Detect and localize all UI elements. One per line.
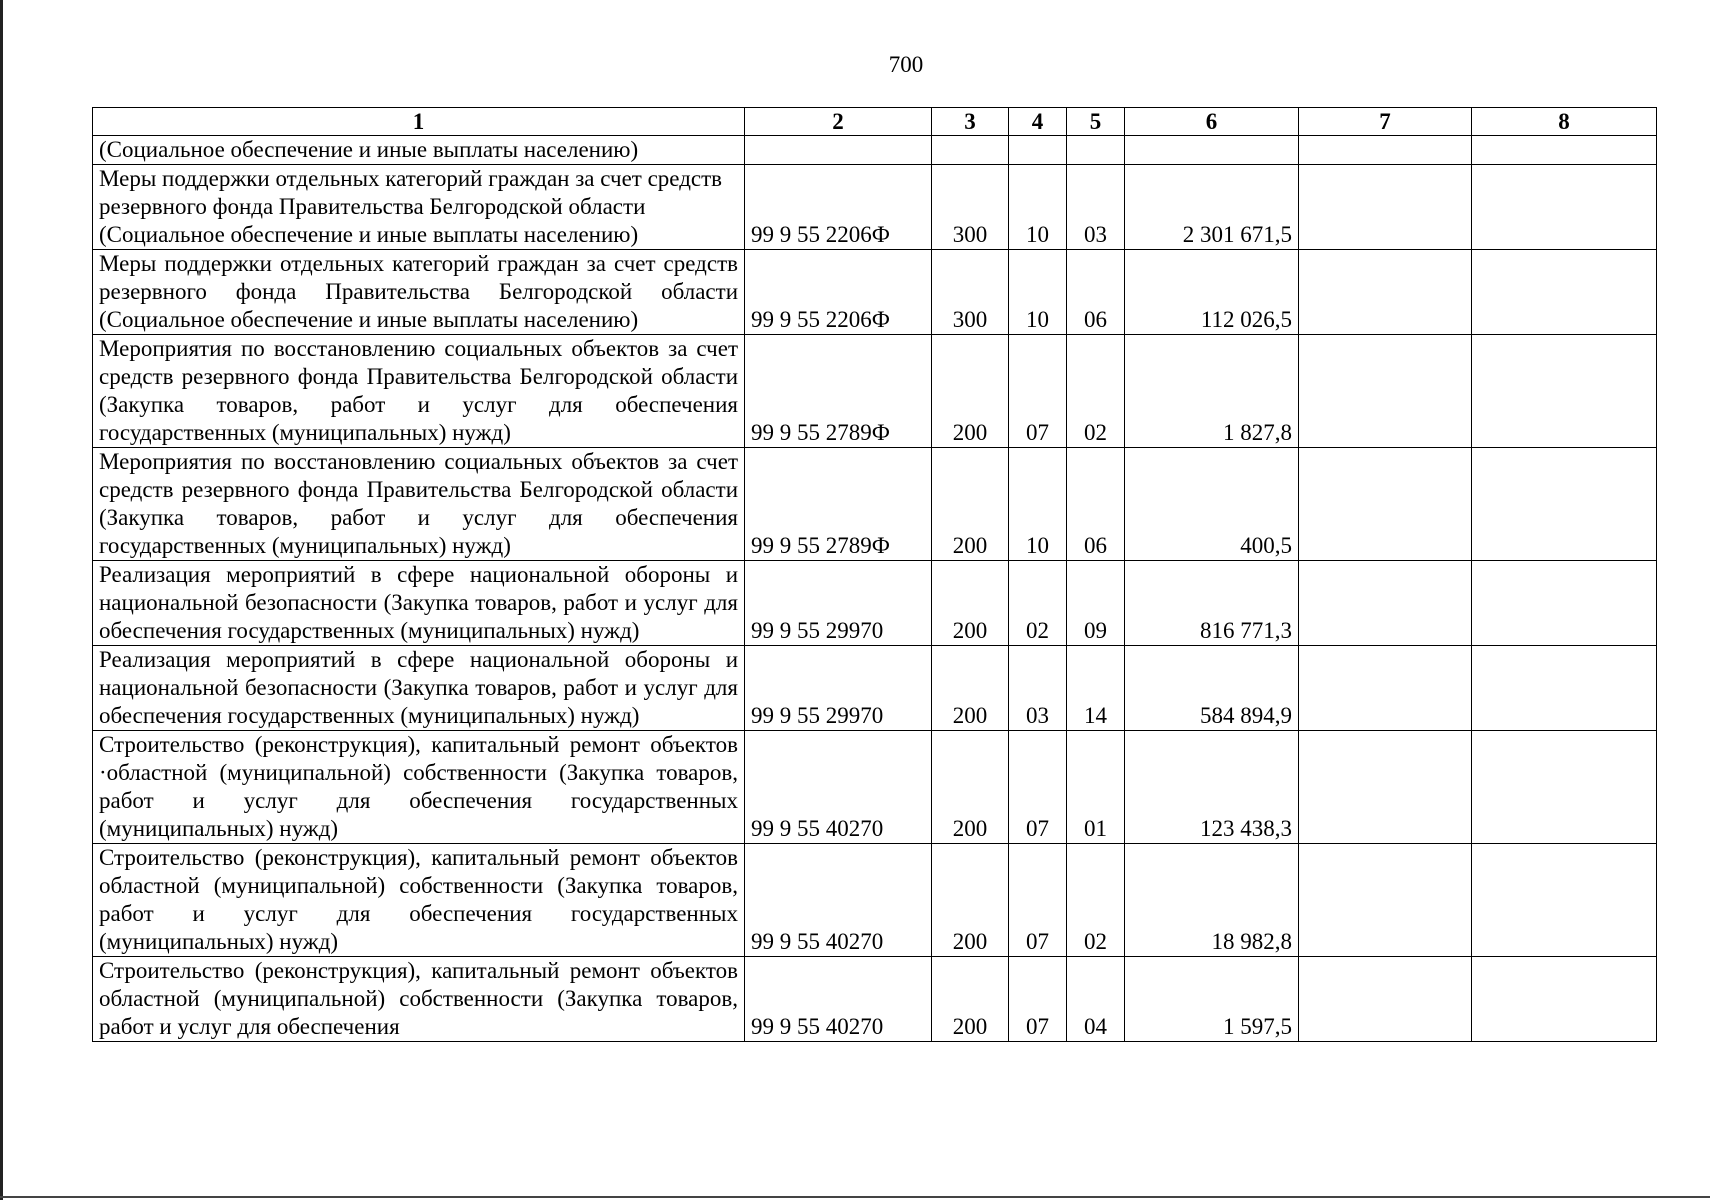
row-code: 99 9 55 2206Ф xyxy=(745,250,932,335)
scan-bottom-edge xyxy=(0,1196,1710,1198)
row-code: 99 9 55 40270 xyxy=(745,844,932,957)
row-description: Строительство (реконструкция), капитальный ремонт объектов областной (муниципальной) собственности (Закупка товаров, работ и услуг для обеспечения государственных (муниципальных) нужд) xyxy=(93,844,745,957)
row-col-5: 06 xyxy=(1067,250,1125,335)
row-col-5: 02 xyxy=(1067,335,1125,448)
row-col-5: 04 xyxy=(1067,957,1125,1042)
row-amount: 1 597,5 xyxy=(1125,957,1299,1042)
row-col-7 xyxy=(1299,561,1472,646)
row-amount: 816 771,3 xyxy=(1125,561,1299,646)
row-col-3: 300 xyxy=(932,250,1009,335)
row-code: 99 9 55 29970 xyxy=(745,561,932,646)
table-row xyxy=(93,844,1657,957)
row-amount: 18 982,8 xyxy=(1125,844,1299,957)
column-header-4: 4 xyxy=(1009,108,1067,136)
row-description: Реализация мероприятий в сфере национальной обороны и национальной безопасности (Закупка товаров, работ и услуг для обеспечения государственных (муниципальных) нужд) xyxy=(93,561,745,646)
table-row xyxy=(93,731,1657,844)
row-amount: 123 438,3 xyxy=(1125,731,1299,844)
table-row xyxy=(93,448,1657,561)
row-col-3: 300 xyxy=(932,165,1009,250)
row-amount: 2 301 671,5 xyxy=(1125,165,1299,250)
row-col-3: 200 xyxy=(932,731,1009,844)
row-col-4: 10 xyxy=(1009,448,1067,561)
row-description: Мероприятия по восстановлению социальных объектов за счет средств резервного фонда Правительства Белгородской области (Закупка товаров, работ и услуг для обеспечения государственных (муниципальных) нужд) xyxy=(93,448,745,561)
row-col-7 xyxy=(1299,731,1472,844)
row-col-8 xyxy=(1472,957,1657,1042)
table-row xyxy=(93,136,1657,165)
table-row xyxy=(93,561,1657,646)
budget-table xyxy=(92,107,1657,1042)
row-description: Мероприятия по восстановлению социальных объектов за счет средств резервного фонда Правительства Белгородской области (Закупка товаров, работ и услуг для обеспечения государственных (муниципальных) нужд) xyxy=(93,335,745,448)
row-amount: 1 827,8 xyxy=(1125,335,1299,448)
page-number: 700 xyxy=(888,52,924,77)
row-col-8 xyxy=(1472,165,1657,250)
row-col-5: 03 xyxy=(1067,165,1125,250)
row-col-4: 07 xyxy=(1009,844,1067,957)
table-row xyxy=(93,957,1657,1042)
row-col-3: 200 xyxy=(932,957,1009,1042)
column-header-2: 2 xyxy=(745,108,932,136)
row-col-7 xyxy=(1299,448,1472,561)
row-amount: 400,5 xyxy=(1125,448,1299,561)
row-description: (Социальное обеспечение и иные выплаты населению) xyxy=(93,136,745,165)
row-col-4: 02 xyxy=(1009,561,1067,646)
row-code: 99 9 55 2789Ф xyxy=(745,335,932,448)
row-col-4: 10 xyxy=(1009,165,1067,250)
table-row xyxy=(93,165,1657,250)
header-row xyxy=(93,108,1657,136)
column-header-5: 5 xyxy=(1067,108,1125,136)
row-col-8 xyxy=(1472,448,1657,561)
row-col-7 xyxy=(1299,136,1472,165)
row-col-3: 200 xyxy=(932,335,1009,448)
table-row xyxy=(93,335,1657,448)
row-description: Меры поддержки отдельных категорий граждан за счет средств резервного фонда Правительства Белгородской области (Социальное обеспечение и иные выплаты населению) xyxy=(93,250,745,335)
row-col-7 xyxy=(1299,250,1472,335)
row-code: 99 9 55 29970 xyxy=(745,646,932,731)
row-col-7 xyxy=(1299,646,1472,731)
row-col-8 xyxy=(1472,731,1657,844)
row-description: Меры поддержки отдельных категорий граждан за счет средств резервного фонда Правительства Белгородской области (Социальное обеспечение и иные выплаты населению) xyxy=(93,165,745,250)
row-col-8 xyxy=(1472,250,1657,335)
row-code: 99 9 55 40270 xyxy=(745,957,932,1042)
row-col-3: 200 xyxy=(932,844,1009,957)
row-col-7 xyxy=(1299,957,1472,1042)
table-row xyxy=(93,646,1657,731)
row-amount xyxy=(1125,136,1299,165)
row-description: Строительство (реконструкция), капитальный ремонт объектов областной (муниципальной) собственности (Закупка товаров, работ и услуг для обеспечения xyxy=(93,957,745,1042)
row-col-8 xyxy=(1472,844,1657,957)
row-code xyxy=(745,136,932,165)
row-col-8 xyxy=(1472,335,1657,448)
row-description: Строительство (реконструкция), капитальный ремонт объектов ·областной (муниципальной) собственности (Закупка товаров, работ и услуг для обеспечения государственных (муниципальных) нужд) xyxy=(93,731,745,844)
row-col-3: 200 xyxy=(932,646,1009,731)
row-col-3 xyxy=(932,136,1009,165)
row-col-8 xyxy=(1472,561,1657,646)
column-header-6: 6 xyxy=(1125,108,1299,136)
row-col-7 xyxy=(1299,335,1472,448)
row-code: 99 9 55 2789Ф xyxy=(745,448,932,561)
row-col-4 xyxy=(1009,136,1067,165)
row-col-8 xyxy=(1472,136,1657,165)
row-col-3: 200 xyxy=(932,448,1009,561)
row-col-4: 07 xyxy=(1009,335,1067,448)
row-col-8 xyxy=(1472,646,1657,731)
row-col-7 xyxy=(1299,844,1472,957)
row-amount: 112 026,5 xyxy=(1125,250,1299,335)
row-description: Реализация мероприятий в сфере национальной обороны и национальной безопасности (Закупка товаров, работ и услуг для обеспечения государственных (муниципальных) нужд) xyxy=(93,646,745,731)
row-code: 99 9 55 2206Ф xyxy=(745,165,932,250)
row-col-5: 02 xyxy=(1067,844,1125,957)
column-header-1: 1 xyxy=(93,108,745,136)
row-col-5: 14 xyxy=(1067,646,1125,731)
row-col-5: 06 xyxy=(1067,448,1125,561)
column-header-8: 8 xyxy=(1472,108,1657,136)
row-col-3: 200 xyxy=(932,561,1009,646)
table-row xyxy=(93,250,1657,335)
row-col-4: 07 xyxy=(1009,957,1067,1042)
row-col-5: 01 xyxy=(1067,731,1125,844)
row-code: 99 9 55 40270 xyxy=(745,731,932,844)
row-col-4: 10 xyxy=(1009,250,1067,335)
row-amount: 584 894,9 xyxy=(1125,646,1299,731)
row-col-7 xyxy=(1299,165,1472,250)
row-col-4: 03 xyxy=(1009,646,1067,731)
column-header-3: 3 xyxy=(932,108,1009,136)
row-col-5 xyxy=(1067,136,1125,165)
row-col-5: 09 xyxy=(1067,561,1125,646)
row-col-4: 07 xyxy=(1009,731,1067,844)
scan-left-edge xyxy=(0,0,3,1200)
column-header-7: 7 xyxy=(1299,108,1472,136)
